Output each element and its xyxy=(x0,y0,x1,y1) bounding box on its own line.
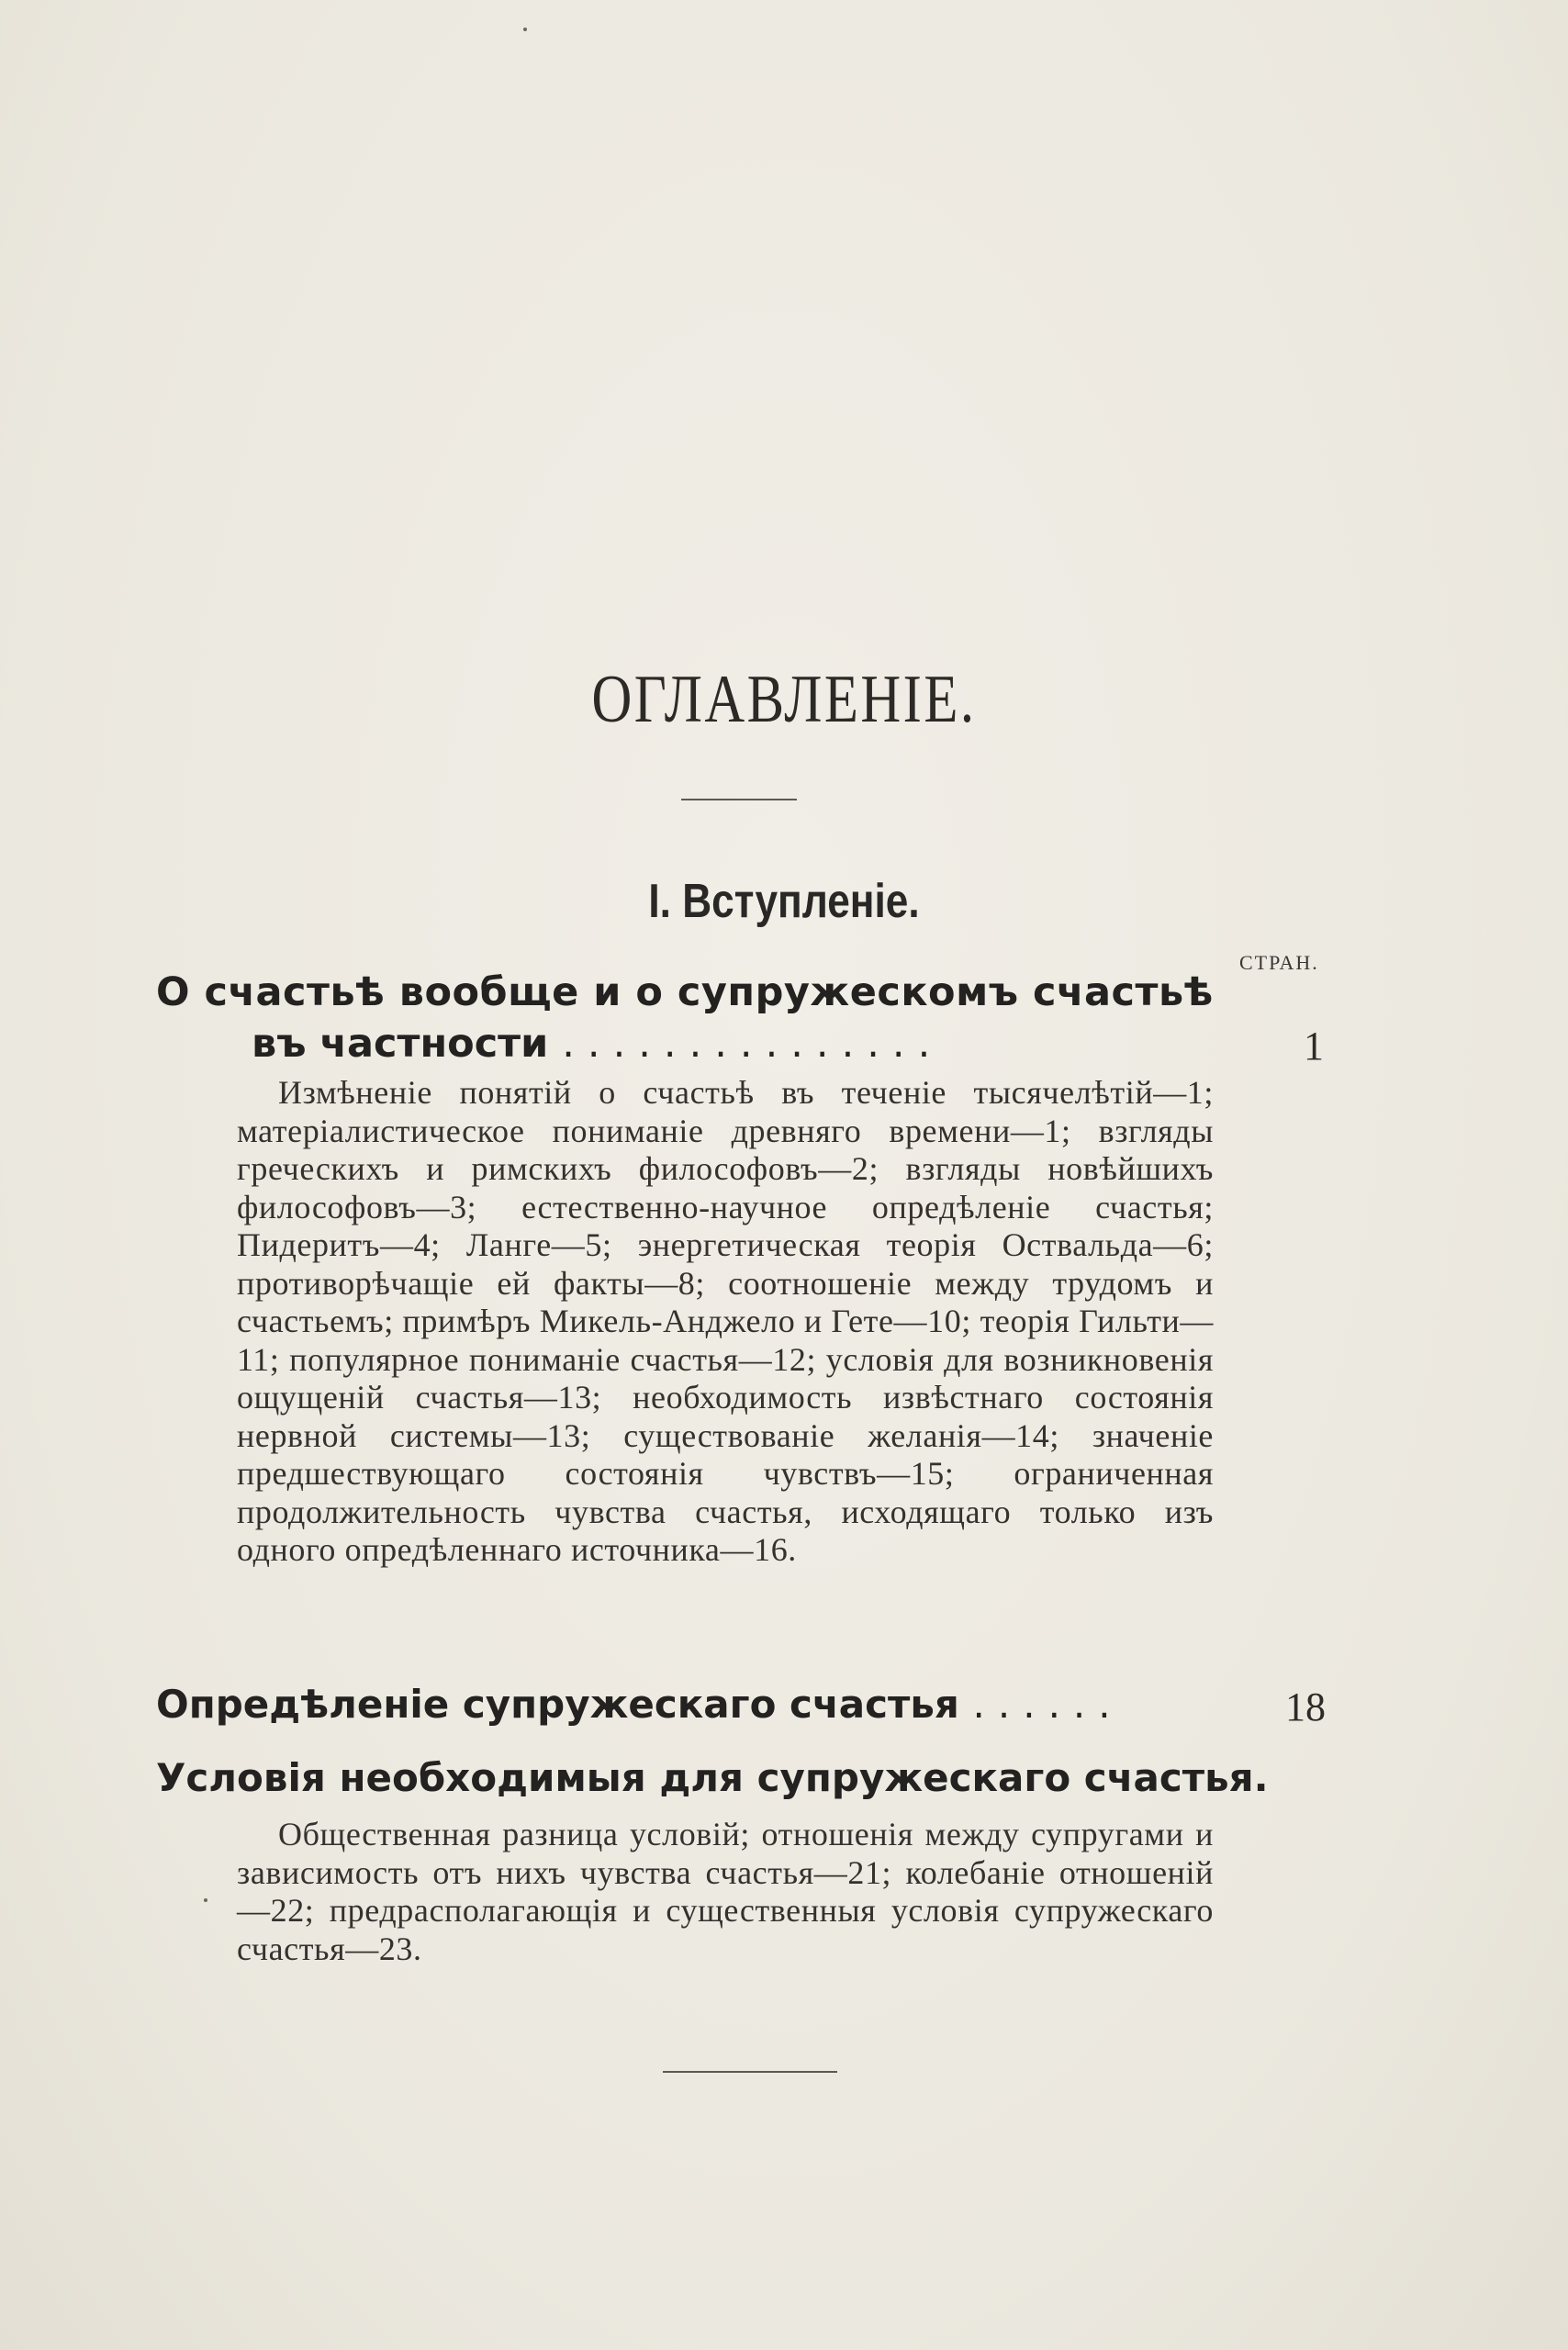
entry-1-leader: ............... xyxy=(562,1021,944,1067)
entry-1-page: 1 xyxy=(1304,1024,1324,1069)
entry-1-summary: Измѣненіе понятій о счастьѣ въ теченіе тысячелѣтій—1; матеріалистическое пониманіе древняго времени—1; взгляды греческихъ и римскихъ философовъ—2; взгляды новѣйшихъ философовъ—3; естественно-научное опредѣленіе счастья; Пидеритъ—4; Ланге—5; энергетическая теорія Оствальда—6; противорѣчащіе ей факты—8; соотношеніе между трудомъ и счастьемъ; примѣръ Микель-Анджело и Гете—10; теорія Гильти—11; популярное пониманіе счастья—12; условія для возникновенія ощущеній счастья—13; необходимость извѣстнаго состоянія нервной системы—13; существованіе желанія—14; значеніе предшествующаго состоянія чувствъ—15; ограниченная продолжительность чувства счастья, исходящаго только изъ одного опредѣленнаго источника—16. xyxy=(237,1074,1214,1568)
entry-1-heading-text: въ частности xyxy=(252,1021,549,1067)
entry-2-heading-text: Опредѣленіе супружескаго счастья xyxy=(156,1682,959,1727)
end-divider xyxy=(663,2071,837,2073)
page-column-label: СТРАН. xyxy=(1239,951,1319,974)
entry-1-heading-line2 xyxy=(252,1021,943,1067)
section-heading: I. Вступленіе. xyxy=(648,875,920,928)
entry-1-heading-line1: О счастьѣ вообще и о супружескомъ счастьѣ xyxy=(156,969,1214,1015)
page-title: ОГЛАВЛЕНІЕ. xyxy=(591,662,977,737)
entry-3-heading: Условія необходимыя для супружескаго счастья. xyxy=(156,1755,1269,1800)
entry-2-leader: ...... xyxy=(972,1682,1124,1727)
entry-2-heading xyxy=(156,1682,1124,1727)
print-speck xyxy=(204,1898,207,1902)
print-speck xyxy=(523,28,527,31)
entry-3-summary: Общественная разница условій; отношенія между супругами и зависимость отъ нихъ чувства счастья—21; колебаніе отношеній—22; предрасполагающія и существенныя условія супружескаго счастья—23. xyxy=(237,1816,1214,1967)
title-divider xyxy=(681,799,797,800)
entry-2-page: 18 xyxy=(1285,1684,1326,1729)
